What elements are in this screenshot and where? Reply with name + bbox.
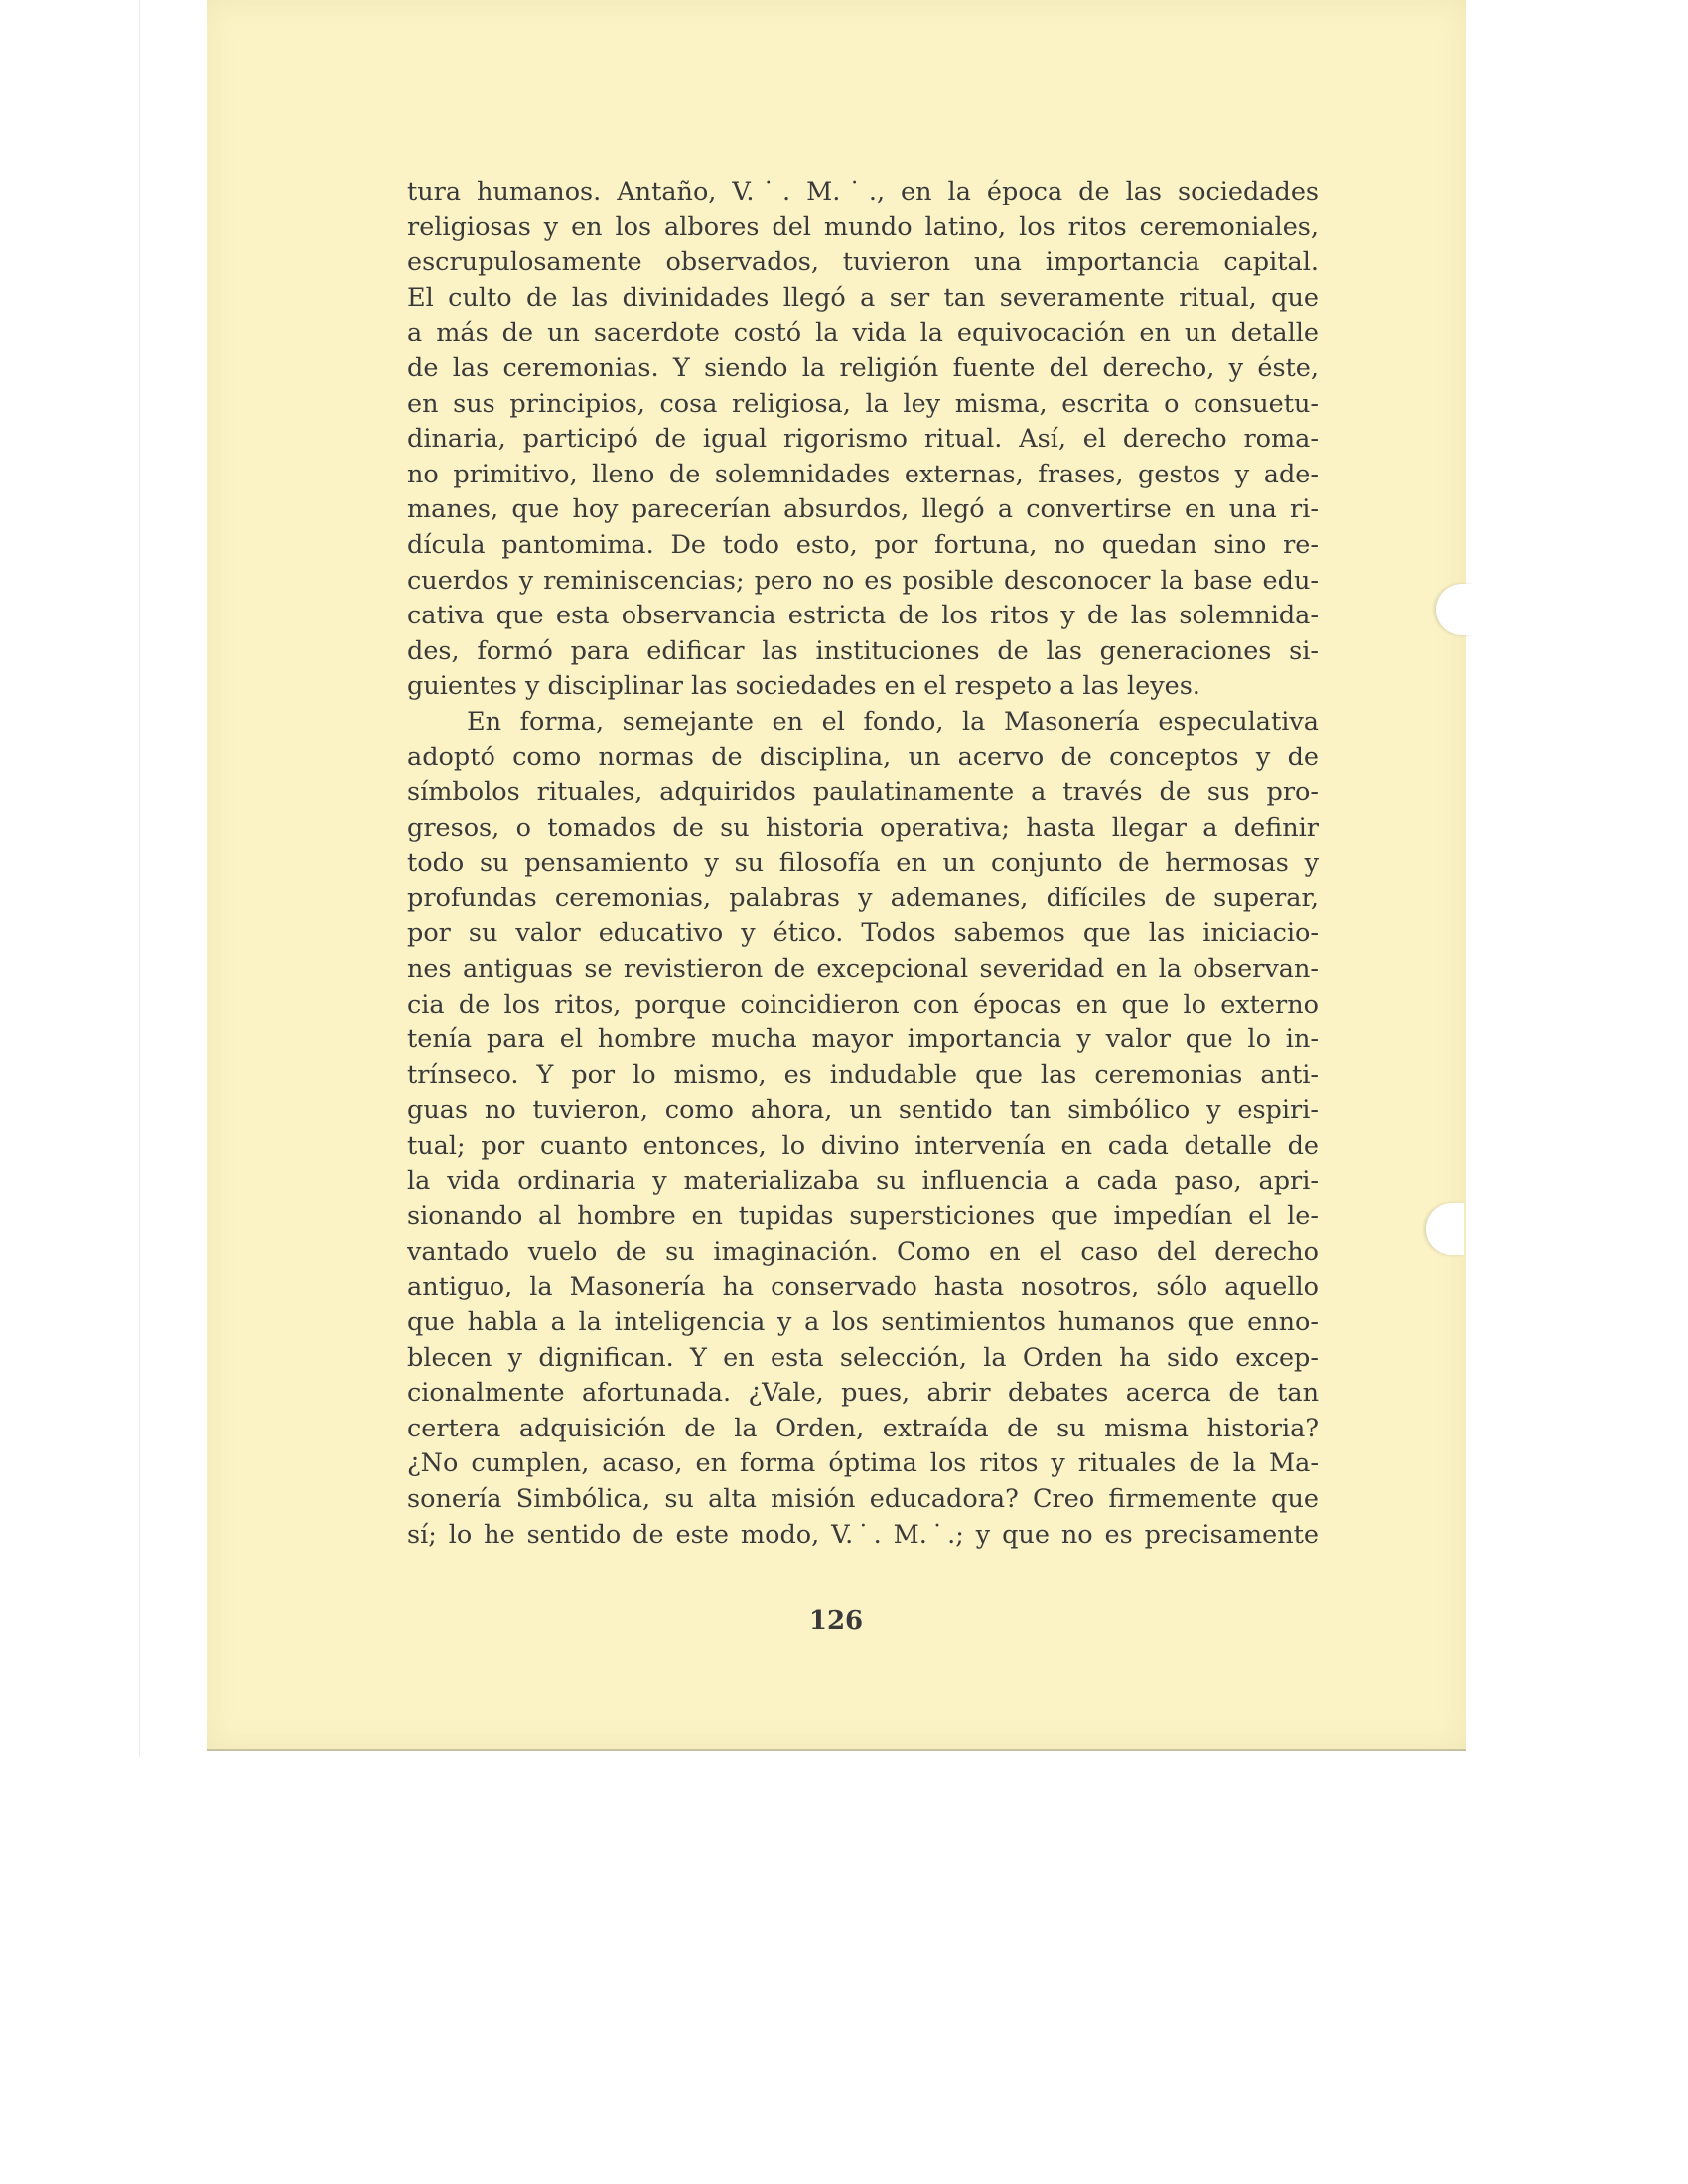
text-line: vantado vuelo de su imaginación. Como en el caso del derecho <box>407 1236 1319 1267</box>
text-line: cia de los ritos, porque coincidieron con épocas en que lo externo <box>407 989 1319 1020</box>
text-line: sí; lo he sentido de este modo, V.˙. M.˙.; y que no es precisamente <box>407 1519 1319 1550</box>
text-line: tura humanos. Antaño, V.˙. M.˙., en la época de las sociedades <box>407 177 1319 206</box>
text-line: religiosas y en los albores del mundo latino, los ritos ceremoniales, <box>407 211 1319 242</box>
text-line: ¿No cumplen, acaso, en forma óptima los ritos y rituales de la Ma- <box>407 1448 1319 1479</box>
text-line: El culto de las divinidades llegó a ser tan severamente ritual, que <box>407 282 1319 313</box>
text-line: certera adquisición de la Orden, extraída de su misma historia? <box>407 1413 1319 1443</box>
text-line: cionalmente afortunada. ¿Vale, pues, abrir debates acerca de tan <box>407 1378 1319 1409</box>
text-line: En forma, semejante en el fondo, la Masonería especulativa <box>467 706 1319 737</box>
text-line: sionando al hombre en tupidas supersticiones que impedían el le- <box>407 1201 1319 1232</box>
text-line: escrupulosamente observados, tuvieron una importancia capital. <box>407 247 1319 278</box>
text-line: nes antiguas se revistieron de excepcional severidad en la observan- <box>407 954 1319 985</box>
text-line: dícula pantomima. De todo esto, por fortuna, no quedan sino re- <box>407 529 1319 560</box>
text-line: en sus principios, cosa religiosa, la ley misma, escrita o consuetu- <box>407 388 1319 419</box>
text-line: la vida ordinaria y materializaba su influencia a cada paso, apri- <box>407 1165 1319 1196</box>
text-line: tenía para el hombre mucha mayor importancia y valor que lo in- <box>407 1024 1319 1055</box>
text-line: guientes y disciplinar las sociedades en el respeto a las leyes. <box>407 671 1200 702</box>
text-line: profundas ceremonias, palabras y ademanes, difíciles de superar, <box>407 883 1319 913</box>
text-line: por su valor educativo y ético. Todos sabemos que las iniciacio- <box>407 918 1319 949</box>
paper-sheet <box>207 0 1466 1751</box>
page-number: 126 <box>808 1606 864 1636</box>
body-text <box>407 175 1319 1553</box>
text-line: todo su pensamiento y su filosofía en un conjunto de hermosas y <box>407 848 1319 879</box>
text-line: cuerdos y reminiscencias; pero no es posible desconocer la base edu- <box>407 565 1319 596</box>
text-line: gresos, o tomados de su historia operativa; hasta llegar a definir <box>407 812 1319 843</box>
text-line: manes, que hoy parecerían absurdos, llegó a convertirse en una ri- <box>407 494 1319 525</box>
text-line: dinaria, participó de igual rigorismo ritual. Así, el derecho roma- <box>407 424 1319 455</box>
text-line: a más de un sacerdote costó la vida la equivocación en un detalle <box>407 318 1319 348</box>
text-line: des, formó para edificar las instituciones de las generaciones si- <box>407 635 1319 666</box>
text-line: guas no tuvieron, como ahora, un sentido tan simbólico y espiri- <box>407 1095 1319 1126</box>
text-line: sonería Simbólica, su alta misión educadora? Creo firmemente que <box>407 1483 1319 1514</box>
text-line: de las ceremonias. Y siendo la religión fuente del derecho, y éste, <box>407 352 1319 383</box>
scan-edge-line <box>139 0 140 1757</box>
text-line: trínseco. Y por lo mismo, es indudable que las ceremonias anti- <box>407 1059 1319 1090</box>
text-line: antiguo, la Masonería ha conservado hasta nosotros, sólo aquello <box>407 1272 1319 1302</box>
text-line: cativa que esta observancia estricta de los ritos y de las solemnida- <box>407 601 1319 631</box>
text-line: símbolos rituales, adquiridos paulatinamente a través de sus pro- <box>407 777 1319 808</box>
text-line: tual; por cuanto entonces, lo divino intervenía en cada detalle de <box>407 1131 1319 1161</box>
text-line: que habla a la inteligencia y a los sentimientos humanos que enno- <box>407 1307 1319 1337</box>
text-line: no primitivo, lleno de solemnidades externas, frases, gestos y ade- <box>407 459 1319 489</box>
text-line: blecen y dignifican. Y en esta selección, la Orden ha sido excep- <box>407 1342 1319 1373</box>
text-line: adoptó como normas de disciplina, un acervo de conceptos y de <box>407 742 1319 772</box>
